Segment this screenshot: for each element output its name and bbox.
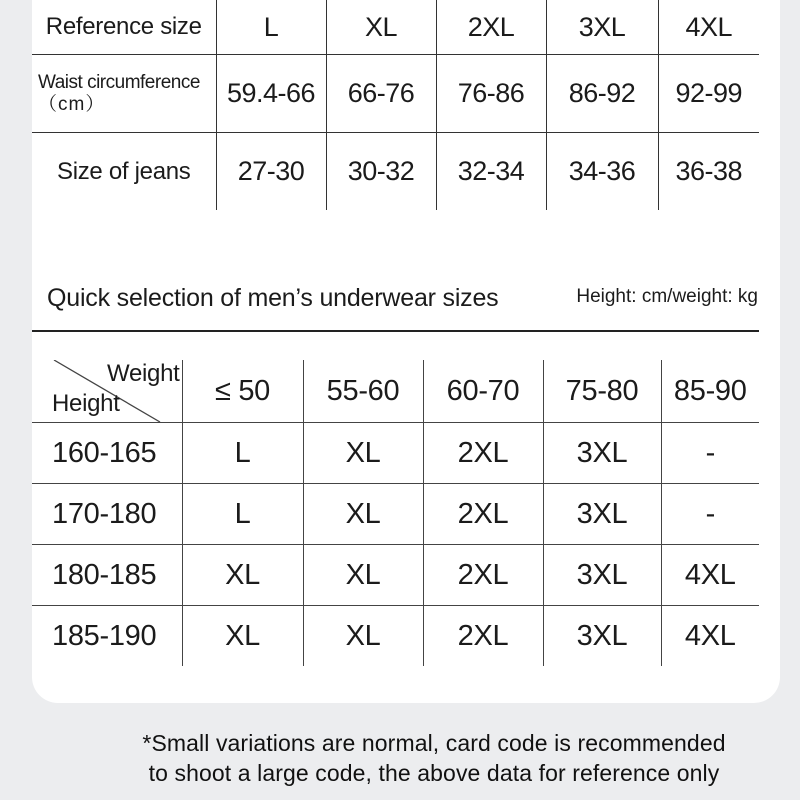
height-range: 170-180 — [32, 484, 182, 545]
size-header: L — [216, 0, 326, 55]
size-cell: L — [182, 484, 303, 545]
jeans-value: 27-30 — [216, 133, 326, 211]
corner-cell — [32, 360, 182, 423]
jeans-value: 36-38 — [658, 133, 759, 211]
height-range: 185-190 — [32, 606, 182, 667]
quick-selection-title: Quick selection of men’s underwear sizes — [47, 284, 499, 312]
size-cell: XL — [303, 484, 423, 545]
size-header: 4XL — [685, 11, 733, 42]
waist-value: 92-99 — [658, 55, 759, 133]
size-cell: XL — [182, 606, 303, 667]
size-cell: XL — [303, 423, 423, 484]
footnote-line-1: *Small variations are normal, card code is recommended — [142, 730, 726, 756]
height-range: 160-165 — [32, 423, 182, 484]
corner-weight-label: Weight — [107, 360, 180, 387]
size-cell: - — [661, 484, 759, 545]
waist-value: 66-76 — [326, 55, 436, 133]
reference-size-row — [32, 0, 759, 55]
footnote-line-2: to shoot a large code, the above data for reference only — [148, 760, 720, 786]
reference-size-label: Reference size — [32, 0, 216, 55]
waist-row — [32, 55, 759, 133]
weight-range-header: ≤ 50 — [182, 360, 303, 423]
quick-selection-table — [32, 360, 759, 666]
table-row — [32, 545, 759, 606]
size-header: 2XL — [436, 0, 546, 55]
waist-unit: （cm） — [38, 93, 106, 115]
size-cell: 3XL — [543, 606, 661, 667]
jeans-value: 32-34 — [436, 133, 546, 211]
weight-range-header: 60-70 — [423, 360, 543, 423]
corner-height-label: Height — [52, 390, 120, 417]
table-row — [32, 423, 759, 484]
weight-header-row — [32, 360, 759, 423]
waist-value: 59.4-66 — [216, 55, 326, 133]
weight-range-header: 85-90 — [673, 374, 747, 407]
size-cell: XL — [182, 545, 303, 606]
size-cell: 4XL — [661, 545, 759, 606]
size-cell: 2XL — [423, 484, 543, 545]
size-cell: 3XL — [543, 423, 661, 484]
table-row — [32, 484, 759, 545]
waist-label: Waist circumference — [38, 71, 200, 93]
size-cell: 2XL — [423, 423, 543, 484]
size-header: XL — [326, 0, 436, 55]
size-cell: XL — [303, 606, 423, 667]
unit-note: Height: cm/weight: kg — [576, 286, 758, 307]
size-header: 3XL — [546, 0, 658, 55]
size-cell: 3XL — [543, 484, 661, 545]
footnote — [0, 728, 800, 788]
height-range: 180-185 — [32, 545, 182, 606]
size-cell: XL — [303, 545, 423, 606]
reference-size-table — [32, 0, 759, 210]
size-cell: L — [182, 423, 303, 484]
size-cell: 2XL — [423, 606, 543, 667]
section-divider — [32, 330, 759, 332]
size-cell: 4XL — [661, 606, 759, 667]
waist-label-cell — [32, 55, 216, 133]
size-cell: - — [661, 423, 759, 484]
jeans-label: Size of jeans — [32, 133, 216, 211]
weight-range-header: 55-60 — [303, 360, 423, 423]
waist-value: 76-86 — [436, 55, 546, 133]
table-row — [32, 606, 759, 667]
weight-range-header: 75-80 — [543, 360, 661, 423]
jeans-value: 34-36 — [546, 133, 658, 211]
jeans-value: 30-32 — [326, 133, 436, 211]
jeans-row — [32, 133, 759, 211]
waist-value: 86-92 — [546, 55, 658, 133]
size-cell: 3XL — [543, 545, 661, 606]
size-cell: 2XL — [423, 545, 543, 606]
